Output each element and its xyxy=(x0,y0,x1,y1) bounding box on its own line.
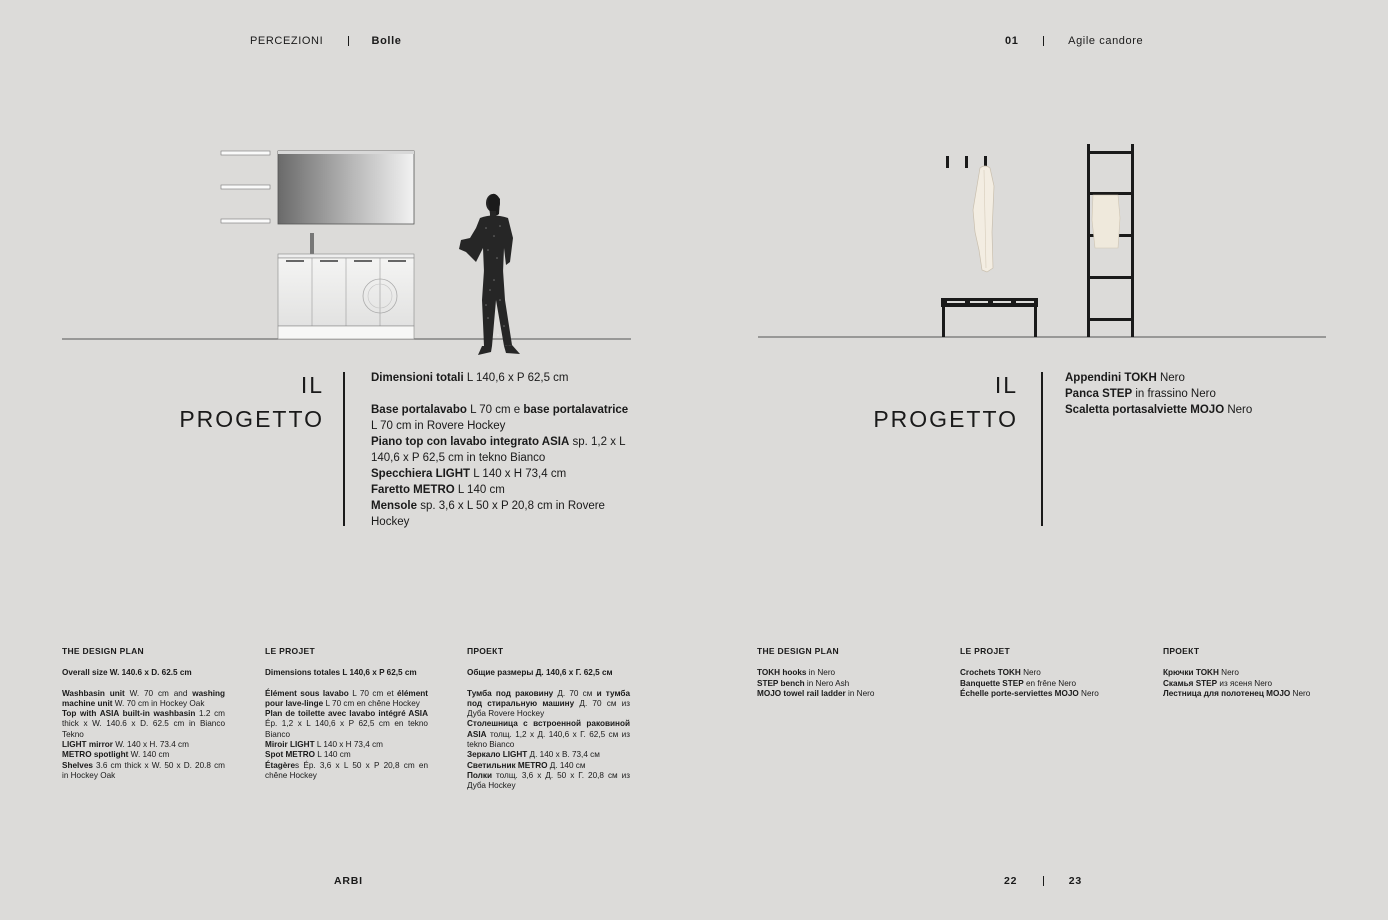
column-line: Shelves 3.6 cm thick x W. 50 x D. 20.8 cm in Hockey Oak xyxy=(62,760,225,780)
translation-column-fr-left xyxy=(265,646,428,781)
column-heading: ПРОЕКТ xyxy=(1163,646,1200,656)
title-divider-right xyxy=(1041,372,1043,526)
title-line-2: PROGETTO xyxy=(179,406,324,432)
column-heading: THE DESIGN PLAN xyxy=(62,646,144,656)
column-line: Élément sous lavabo L 70 cm et élément pour lave-linge L 70 cm en chêne Hockey xyxy=(265,688,428,708)
spec-line: Panca STEP in frassino Nero xyxy=(1065,388,1216,400)
translation-column-ru-right xyxy=(1163,646,1338,699)
bench-illustration xyxy=(941,298,1038,337)
title-line-2: PROGETTO xyxy=(873,406,1018,432)
person-illustration xyxy=(459,194,520,355)
title-line-1: IL xyxy=(994,372,1018,398)
column-line: METRO spotlight W. 140 cm xyxy=(62,750,170,760)
project-title-right xyxy=(844,368,1018,436)
column-line: Тумба под раковину Д. 70 см и тумба под стиральную машину Д. 70 см из Дуба Rovere Hockey xyxy=(467,688,631,719)
column-line: Светильник METRO Д. 140 см xyxy=(467,760,586,770)
column-line: Miroir LIGHT L 140 x H 73,4 cm xyxy=(265,740,383,750)
mirror-illustration xyxy=(278,151,414,224)
chapter-number: 01 xyxy=(1005,35,1019,47)
spec-line: Appendini TOKH Nero xyxy=(1065,372,1185,384)
column-heading: LE PROJET xyxy=(265,646,315,656)
page-number-left: 22 xyxy=(1004,875,1018,887)
section-subtitle: Bolle xyxy=(371,35,402,47)
column-heading: ПРОЕКТ xyxy=(467,646,504,656)
robe-illustration xyxy=(973,166,994,272)
column-line: Зеркало LIGHT Д. 140 x В. 73,4 см xyxy=(467,750,600,760)
spec-line: Piano top con lavabo integrato ASIA sp. 1,2 x L 140,6 x P 62,5 cm in tekno Bianco xyxy=(371,436,626,464)
column-line: MOJO towel rail ladder in Nero xyxy=(757,688,875,698)
overall-size: Dimensions totales L 140,6 x P 62,5 cm xyxy=(265,668,417,678)
column-line: Étagères Ép. 3,6 x L 50 x P 20,8 cm en chêne Hockey xyxy=(265,760,428,780)
page-number-right: 23 xyxy=(1068,875,1082,887)
footer-separator xyxy=(1043,876,1044,886)
specs-left xyxy=(371,370,636,530)
project-title-left xyxy=(150,368,324,436)
vanity-illustration xyxy=(278,254,414,339)
towel-ladder-illustration xyxy=(1087,144,1134,337)
faucet-illustration xyxy=(310,233,314,255)
footer-brand: ARBI xyxy=(334,875,363,887)
overall-size: Overall size W. 140.6 x D. 62.5 cm xyxy=(62,668,192,678)
column-line: Top with ASIA built-in washbasin 1.2 cm thick x W. 140.6 x D. 62.5 cm in Bianco Tekno xyxy=(62,709,225,739)
column-line: LIGHT mirror W. 140 x H. 73.4 cm xyxy=(62,740,189,750)
chapter-title: Agile candore xyxy=(1068,35,1144,47)
section-name: PERCEZIONI xyxy=(250,35,324,47)
spec-line: Base portalavabo L 70 cm e base portalavatrice L 70 cm in Rovere Hockey xyxy=(371,404,629,432)
specs-right xyxy=(1065,370,1345,418)
spec-line: Specchiera LIGHT L 140 x H 73,4 cm xyxy=(371,468,567,480)
column-line: Скамья STEP из ясеня Nero xyxy=(1163,678,1273,688)
hooks-illustration xyxy=(946,156,987,168)
translation-column-fr-right xyxy=(960,646,1123,699)
column-line: Полки толщ. 3,6 x Д. 50 x Г. 20,8 см из Дуба Hockey xyxy=(467,770,630,791)
column-line: Échelle porte-serviettes MOJO Nero xyxy=(960,688,1099,698)
column-line: TOKH hooks in Nero xyxy=(757,668,836,678)
spec-line: Mensole sp. 3,6 x L 50 x P 20,8 cm in Rovere Hockey xyxy=(371,500,605,528)
spec-line: Scaletta portasalviette MOJO Nero xyxy=(1065,404,1253,416)
translation-column-ru-left xyxy=(467,646,630,792)
column-line: Столешница с встроенной раковиной ASIA толщ. 1,2 x Д. 140,6 x Г. 62,5 см из tekno Bianco xyxy=(467,719,630,750)
column-heading: THE DESIGN PLAN xyxy=(757,646,839,656)
spec-line: Dimensioni totali L 140,6 x P 62,5 cm xyxy=(371,372,569,384)
column-line: Spot METRO L 140 cm xyxy=(265,750,351,760)
title-line-1: IL xyxy=(300,372,324,398)
column-line: Лестница для полотенец MOJO Nero xyxy=(1163,688,1311,698)
column-line: Banquette STEP en frêne Nero xyxy=(960,678,1077,688)
translation-column-en-right xyxy=(757,646,920,699)
shelves-illustration xyxy=(221,151,270,223)
translation-column-en-left xyxy=(62,646,225,781)
spec-line: Faretto METRO L 140 cm xyxy=(371,484,505,496)
column-line: Plan de toilette avec lavabo intégré ASIA Ép. 1,2 x L 140,6 x P 62,5 cm en tekno Bianco xyxy=(265,709,428,739)
column-line: STEP bench in Nero Ash xyxy=(757,678,850,688)
column-line: Crochets TOKH Nero xyxy=(960,668,1041,678)
overall-size: Общие размеры Д. 140,6 x Г. 62,5 см xyxy=(467,668,613,678)
column-line: Washbasin unit W. 70 cm and washing machine unit W. 70 cm in Hockey Oak xyxy=(62,688,225,708)
column-heading: LE PROJET xyxy=(960,646,1010,656)
title-divider-left xyxy=(343,372,345,526)
page-numbers xyxy=(1004,875,1082,887)
column-line: Крючки TOKH Nero xyxy=(1163,668,1239,678)
